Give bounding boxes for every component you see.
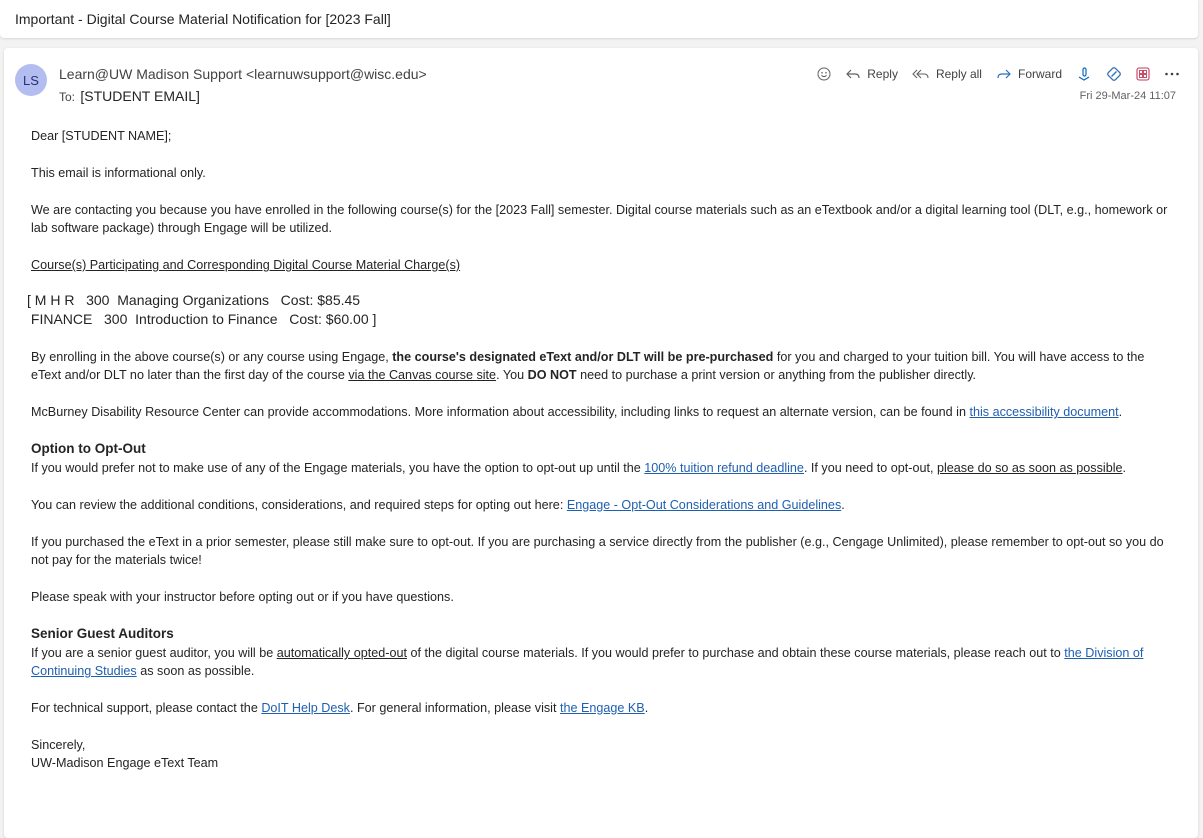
forward-button[interactable] — [996, 67, 1062, 81]
intro-paragraph: We are contacting you because you have enrolled in the following course(s) for the [2023 Fall] semester. Digital course materials such as an eTextbook and/or a digital learning tool (DLT, e.g., homework or lab software package) through Engage will be utilized. — [31, 203, 1168, 235]
accessibility-document-link[interactable]: this accessibility document — [969, 405, 1119, 419]
reply-all-label: Reply all — [935, 67, 982, 81]
reply-label: Reply — [867, 67, 898, 81]
team-name: UW-Madison Engage eText Team — [31, 756, 219, 770]
continuing-studies-link[interactable]: the Division of Continuing Studies — [31, 646, 1144, 678]
email-subject: Important - Digital Course Material Notification for [2023 Fall] — [15, 11, 391, 27]
message-card — [4, 48, 1198, 838]
emoji-react-button[interactable] — [817, 67, 831, 81]
prior-semester-paragraph: If you purchased the eText in a prior semester, please still make sure to opt-out. If you are purchasing a service directly from the publisher (e.g., Cengage Unlimited), please remember to opt-out so you do not pay for the materials twice! — [31, 535, 1164, 567]
recipient[interactable]: [STUDENT EMAIL] — [80, 88, 200, 104]
optout-section: Option to Opt-Out If you would prefer not to make use of any of the Engage materials, you have the option to opt-out up until the 100% tuition refund deadline. If you need to opt-out, please do so as soon as possible. — [31, 440, 1171, 477]
courses-heading: Course(s) Participating and Corresponding Digital Course Material Charge(s) — [31, 258, 461, 272]
course-list — [27, 291, 1171, 329]
signoff: Sincerely, — [31, 738, 86, 752]
apps-button[interactable] — [1136, 67, 1150, 81]
message-body — [27, 127, 1171, 772]
canvas-site-text: via the Canvas course site — [348, 368, 497, 382]
signature — [31, 736, 1171, 772]
to-label: To: — [59, 90, 76, 104]
avatar-initials: LS — [23, 72, 39, 88]
sender[interactable]: Learn@UW Madison Support <learnuwsupport@wisc.edu> — [59, 66, 427, 82]
reader-icon — [1076, 66, 1092, 82]
apps-grid-icon — [1136, 67, 1150, 81]
forward-label: Forward — [1017, 67, 1062, 81]
forward-icon — [996, 67, 1012, 81]
more-icon — [1164, 71, 1180, 77]
recipient-line — [59, 88, 200, 104]
more-actions-button[interactable] — [1164, 71, 1180, 77]
review-paragraph: You can review the additional conditions, considerations, and required steps for opting out here: Engage - Opt-Out Considerations and Guidelines. — [31, 498, 845, 512]
greeting: Dear [STUDENT NAME]; — [31, 129, 172, 143]
subject-bar — [0, 0, 1198, 38]
sent-date: Fri 29-Mar-24 11:07 — [1079, 90, 1176, 102]
avatar[interactable] — [15, 64, 47, 96]
course-item: FINANCE 300 Introduction to Finance Cost: $60.00 ] — [27, 311, 377, 327]
reply-button[interactable] — [845, 67, 898, 81]
optout-guidelines-link[interactable]: Engage - Opt-Out Considerations and Guidelines — [566, 498, 842, 512]
support-paragraph: For technical support, please contact the DoIT Help Desk. For general information, please visit the Engage KB. — [31, 701, 649, 715]
reply-all-button[interactable] — [912, 67, 982, 81]
reply-icon — [845, 67, 861, 81]
instructor-paragraph: Please speak with your instructor before opting out or if you have questions. — [31, 590, 454, 604]
informational-notice: This email is informational only. — [31, 166, 206, 180]
auditors-section: Senior Guest Auditors If you are a senior guest auditor, you will be automatically opted-out of the digital course materials. If you would prefer to purchase and obtain these course materials, please reach out to the Division of Continuing Studies as soon as possible. — [31, 625, 1171, 680]
smiley-icon — [817, 67, 831, 81]
loop-icon — [1106, 66, 1122, 82]
optout-heading: Option to Opt-Out — [31, 441, 146, 456]
immersive-reader-button[interactable] — [1076, 66, 1092, 82]
enrollment-paragraph: By enrolling in the above course(s) or any course using Engage, the course's designated eText and/or DLT will be pre-purchased for you and charged to your tuition bill. You will have access to the eText and/or DLT no later than the first day of the course via the Canvas course site. You DO NOT need to purchase a print version or anything from the publisher directly. — [31, 350, 1145, 382]
refund-deadline-link[interactable]: 100% tuition refund deadline — [644, 461, 804, 475]
message-actions — [803, 64, 1180, 84]
doit-help-desk-link[interactable]: DoIT Help Desk — [261, 701, 350, 715]
auditors-heading: Senior Guest Auditors — [31, 626, 174, 641]
loop-button[interactable] — [1106, 66, 1122, 82]
accessibility-paragraph: McBurney Disability Resource Center can provide accommodations. More information about accessibility, including links to request an alternate version, can be found in this accessibility document. — [31, 405, 1123, 419]
engage-kb-link[interactable]: the Engage KB — [559, 701, 645, 715]
course-item: [ M H R 300 Managing Organizations Cost: $85.45 — [27, 292, 361, 308]
reply-all-icon — [912, 67, 930, 81]
